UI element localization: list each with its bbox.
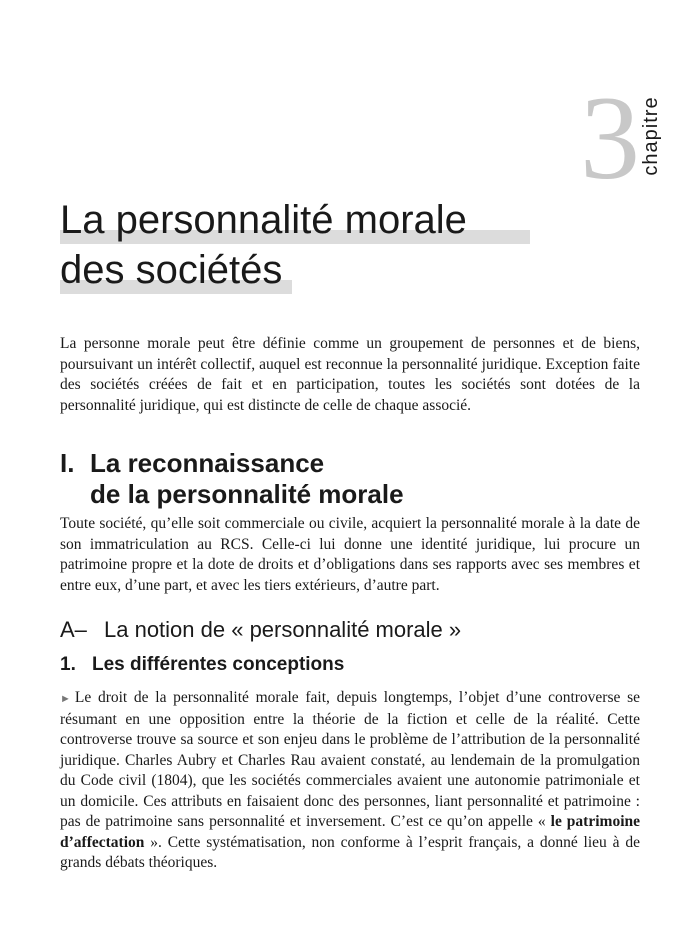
subsection-heading [60,616,461,644]
section-title-line-1: La reconnaissance [90,448,325,478]
sub-subsection-title: Les différentes conceptions [92,654,345,675]
sub-subsection-heading [60,652,344,678]
page-title [60,196,580,296]
chapter-label: chapitre [640,96,662,176]
section-body: Toute société, qu’elle soit commerciale ou civile, acquiert la personnalité morale à la date de son immatriculation au RCS. Celle-ci lui donne une identité juridique, lui procure un patrimoine propre et la dote de droits et d’obligations dans ses rapports avec ses membres et entre eux, d’une part, et avec les tiers extérieurs, d’autre part. [60,515,640,594]
sub-subsection-number: 1. [60,654,76,675]
title-text-2: des sociétés [60,248,283,292]
title-line-1 [60,196,580,246]
intro-paragraph: La personne morale peut être définie comme un groupement de personnes et de biens, poursuivant un intérêt collectif, auquel est reconnue la personnalité juridique. Exception faite des sociétés créées de fait et en participation, toutes les sociétés sont dotées de la personnalité juridique, qui est distincte de celle de chaque associé. [60,335,640,414]
chapter-number: 3 [580,71,640,204]
body-paragraph [60,688,640,874]
subsection-title: La notion de « personnalité morale » [104,617,462,642]
title-line-2 [60,246,580,296]
chapter-marker [580,71,690,204]
section-number: I. [60,448,75,478]
paragraph-text-end: ». Cette systématisation, non conforme à l’esprit français, a donné lieu à de grands débats théoriques. [60,833,640,871]
triangle-bullet-icon: ► [60,693,71,705]
section-title-line-2: de la personnalité morale [90,479,404,509]
paragraph-text-start: Le droit de la personnalité morale fait, depuis longtemps, l’objet d’une controverse se résumant en une opposition entre la théorie de la fiction et celle de la réalité. Cette controverse trouve sa source et son enjeu dans le problème de l’attribution de la personnalité juridique. Charles Aubry et Charles Rau avaient constaté, au lendemain de la promulgation du Code civil (1804), que les sociétés commerciales avaient une autonomie patrimoniale et un domicile. Ces attributs en faisaient donc des personnes, liant personnalité et patrimoine : pas de patrimoine sans personnalité et inversement. C’est ce qu’on appelle « [60,689,640,830]
subsection-number: A– [60,617,87,642]
paragraph-bold-term: le patrimoine d’affectation [60,813,640,851]
title-text-1: La personnalité morale [60,198,467,242]
section-heading [60,448,620,510]
